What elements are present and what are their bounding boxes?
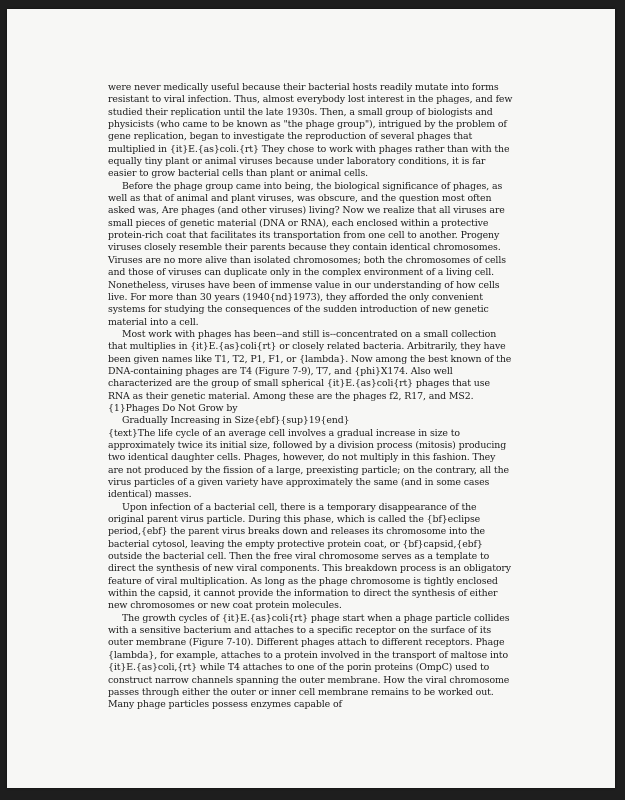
paragraph: The growth cycles of {it}E.{as}coli{rt} phage start when a phage particle collides with a sensitive bacterium and attaches to a specific receptor on the surface of its outer membrane (Figure 7-10). Different phages attach to different receptors. Phage {lambda}, for example, attaches to a protein involved in the transport of maltose into {it}E.{as}coli,{rt} while T4 attaches to one of the porin proteins (OmpC) used to construct narrow channels spanning the outer membrane. How the viral chromosome passes through either the outer or inner cell membrane remains to be worked out. Many phage particles possess enzymes capable of bbox=[108, 612, 510, 711]
document-text bbox=[108, 82, 513, 712]
section-heading-line-1: {1}Phages Do Not Grow by bbox=[108, 402, 238, 414]
paragraph: were never medically useful because their bacterial hosts readily mutate into forms resistant to viral infection. Thus, almost everybody lost interest in the phages, and few studied their replication until the late 1930s. Then, a small group of biologists and physicists (who came to be known as "the phage group"), intrigued by the problem of gene replication, began to investigate the reproduction of several phages that multiplied in {it}E.{as}coli.{rt} They chose to work with phages rather than with the equally tiny plant or animal viruses because under laboratory conditions, it is far easier to grow bacterial cells than plant or animal cells. bbox=[108, 82, 513, 180]
section-heading-line-2: Gradually Increasing in Size{ebf}{sup}19{end} bbox=[122, 415, 350, 427]
paragraph: Upon infection of a bacterial cell, there is a temporary disappearance of the original parent virus particle. During this phase, which is called the {bf}eclipse period,{ebf} the parent virus breaks down and releases its chromosome into the bacterial cytosol, leaving the empty protective protein coat, or {bf}capsid,{ebf} outside the bacterial cell. Then the free viral chromosome serves as a template to direct the synthesis of new viral components. This breakdown process is an obligatory feature of viral multiplication. As long as the phage chromosome is tightly enclosed within the capsid, it cannot provide the information to direct the synthesis of either new chromosomes or new coat protein molecules. bbox=[108, 501, 511, 612]
paragraph: Most work with phages has been--and still is--concentrated on a small collection that multiplies in {it}E.{as}coli{rt} or closely related bacteria. Arbitrarily, they have been given names like T1, T2, P1, F1, or {lambda}. Now among the best known of the DNA-containing phages are T4 (Figure 7-9), T7, and {phi}X174. Also well characterized are the group of small spherical {it}E.{as}coli{rt} phages that use RNA as their genetic material. Among these are the phages f2, R17, and MS2. bbox=[108, 328, 512, 402]
document-page bbox=[7, 9, 615, 788]
paragraph: {text}The life cycle of an average cell involves a gradual increase in size to approximately twice its initial size, followed by a division process (mitosis) producing two identical daughter cells. Phages, however, do not multiply in this fashion. They are not produced by the fission of a large, preexisting particle; on the contrary, all the virus particles of a given variety have approximately the same (and in some cases identical) masses. bbox=[108, 427, 509, 501]
paragraph: Before the phage group came into being, the biological significance of phages, as well as that of animal and plant viruses, was obscure, and the question most often asked was, Are phages (and other viruses) living? Now we realize that all viruses are small pieces of genetic material (DNA or RNA), each enclosed within a protective protein-rich coat that facilitates its transportation from one cell to another. Progeny viruses closely resemble their parents because they contain identical chromosomes. Viruses are no more alive than isolated chromosomes; both the chromosomes of cells and those of viruses can duplicate only in the complex environment of a living cell. Nonetheless, viruses have been of immense value in our understanding of how cells live. For more than 30 years (1940{nd}1973), they afforded the only convenient systems for studying the consequences of the sudden introduction of new genetic material into a cell. bbox=[108, 180, 506, 328]
